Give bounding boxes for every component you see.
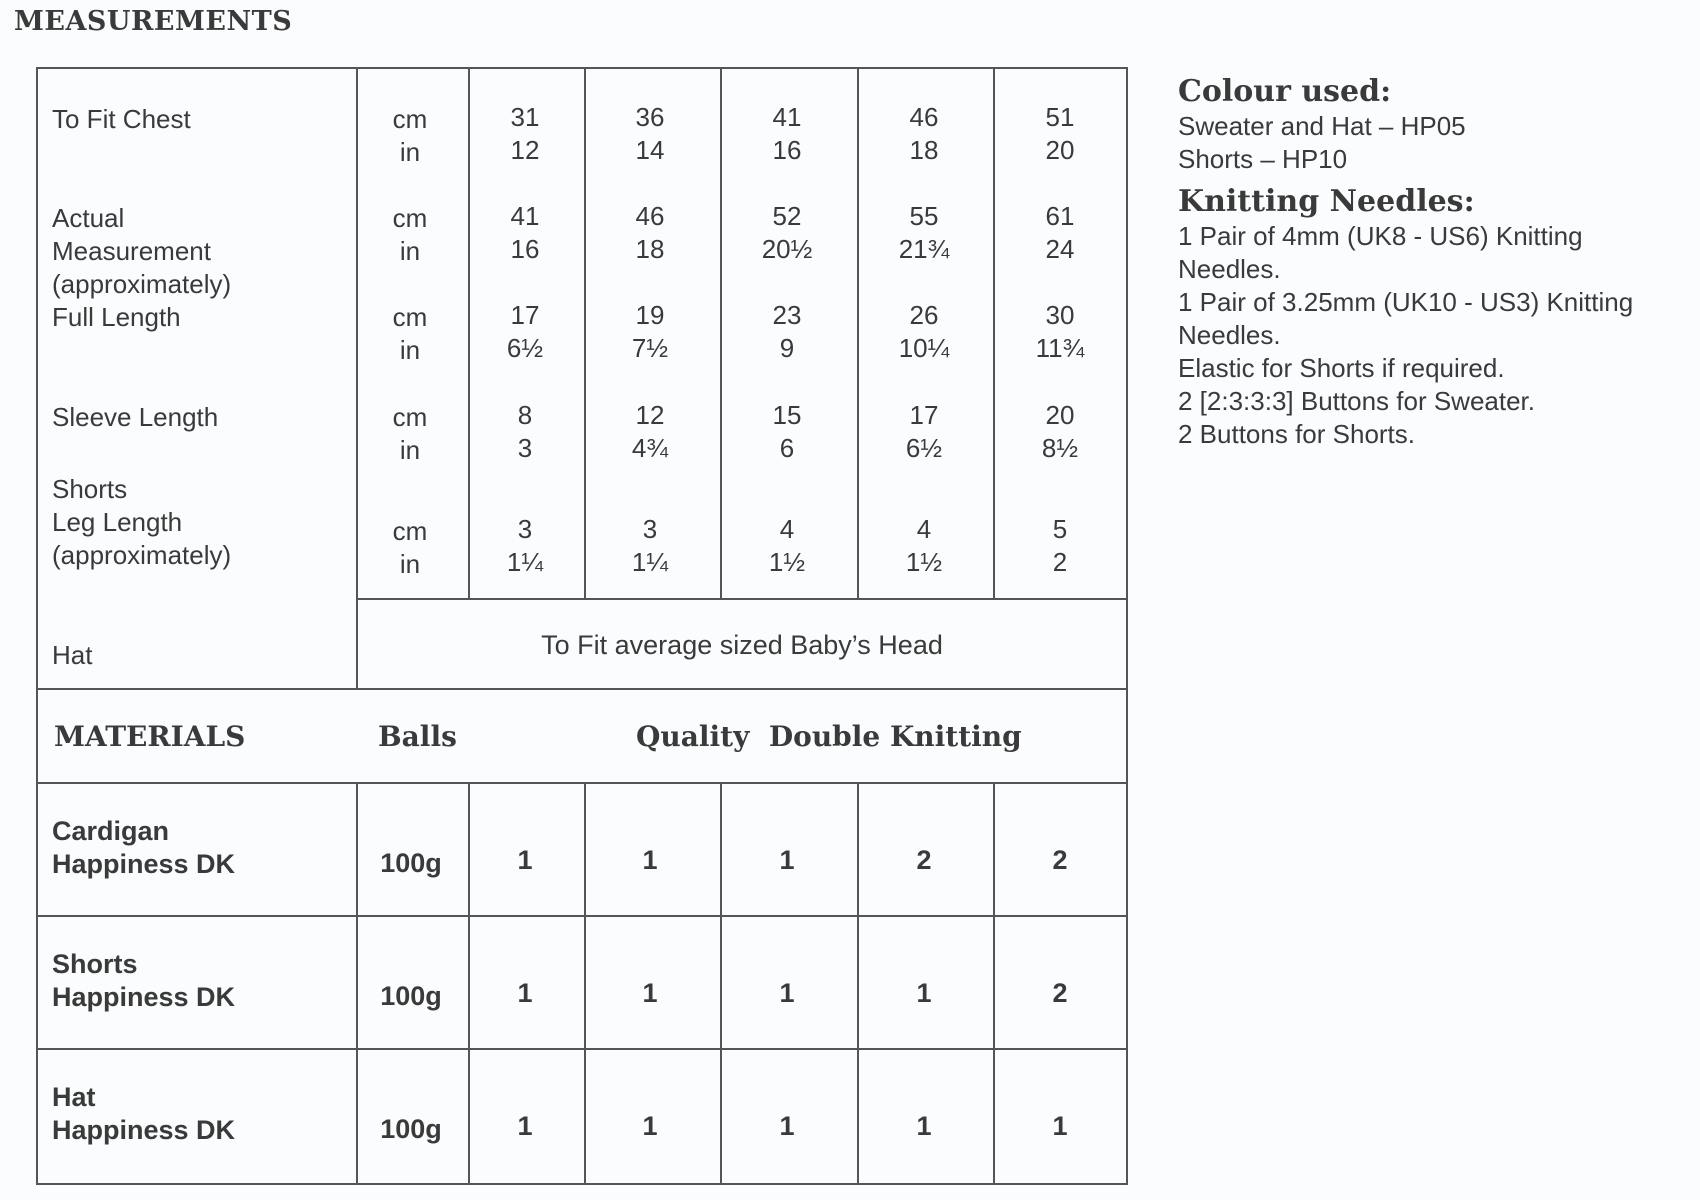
measurement-value: 14 xyxy=(635,135,665,165)
measurement-value: 3 xyxy=(517,514,533,544)
measurement-value: 30 xyxy=(1045,300,1075,330)
material-balls: 2 xyxy=(1052,978,1068,1008)
material-balls: 1 xyxy=(642,1111,658,1141)
page-heading: MEASUREMENTS xyxy=(14,6,293,37)
knitting-needles-line: 2 Buttons for Shorts. xyxy=(1178,419,1416,449)
material-weight: 100g xyxy=(380,848,442,878)
measurement-value: 41 xyxy=(510,201,540,231)
material-balls: 1 xyxy=(642,978,658,1008)
unit-label: cm xyxy=(392,516,428,546)
balls-header: Balls xyxy=(378,720,457,753)
measurement-value: 41 xyxy=(772,102,802,132)
measurement-value: 4 xyxy=(916,514,932,544)
knitting-needles-line: Needles. xyxy=(1178,254,1281,284)
unit-label: in xyxy=(399,236,421,266)
measurement-value: 7½ xyxy=(631,333,669,363)
measurement-value: 23 xyxy=(772,300,802,330)
measurement-value: 6 xyxy=(779,433,795,463)
material-name: Hat xyxy=(52,1082,96,1112)
measurement-value: 16 xyxy=(772,135,802,165)
unit-label: in xyxy=(399,549,421,579)
measurement-value: 15 xyxy=(772,400,802,430)
measurement-value: 4 xyxy=(779,514,795,544)
measurement-label: Shorts xyxy=(52,474,128,504)
measurement-label: Full Length xyxy=(52,302,181,332)
material-yarn: Happiness DK xyxy=(52,849,236,879)
colour-used-title: Colour used: xyxy=(1178,74,1392,109)
material-balls: 1 xyxy=(642,845,658,875)
material-balls: 1 xyxy=(779,845,795,875)
measurement-value: 1¼ xyxy=(506,547,544,577)
material-balls: 1 xyxy=(517,845,533,875)
measurement-value: 12 xyxy=(635,400,665,430)
material-balls: 2 xyxy=(916,845,932,875)
measurement-value: 18 xyxy=(635,234,665,264)
material-name: Cardigan xyxy=(52,816,170,846)
measurement-label: (approximately) xyxy=(52,269,232,299)
measurement-value: 1¼ xyxy=(631,547,669,577)
measurement-value: 6½ xyxy=(506,333,544,363)
measurement-value: 52 xyxy=(772,201,802,231)
measurement-value: 19 xyxy=(635,300,665,330)
material-balls: 1 xyxy=(779,1111,795,1141)
unit-label: cm xyxy=(392,402,428,432)
measurement-value: 5 xyxy=(1052,514,1068,544)
measurement-value: 4¾ xyxy=(631,433,669,463)
quality-header: Quality Double Knitting xyxy=(636,720,1022,753)
measurement-value: 3 xyxy=(642,514,658,544)
knitting-needles-list xyxy=(1178,220,1678,451)
unit-label: cm xyxy=(392,203,428,233)
unit-label: cm xyxy=(392,302,428,332)
measurement-value: 61 xyxy=(1045,201,1075,231)
measurement-label: (approximately) xyxy=(52,540,232,570)
unit-label: cm xyxy=(392,104,428,134)
knitting-needles-title: Knitting Needles: xyxy=(1178,184,1475,219)
material-name: Shorts xyxy=(52,949,138,979)
colour-used-line: Sweater and Hat – HP05 xyxy=(1178,111,1466,141)
measurement-value: 55 xyxy=(909,201,939,231)
knitting-needles-line: Needles. xyxy=(1178,320,1281,350)
hat-label: Hat xyxy=(52,640,93,670)
measurement-value: 20 xyxy=(1045,135,1075,165)
measurement-label: Leg Length xyxy=(52,507,183,537)
material-yarn: Happiness DK xyxy=(52,1115,236,1145)
measurement-value: 26 xyxy=(909,300,939,330)
measurement-value: 24 xyxy=(1045,234,1075,264)
knitting-needles-line: 1 Pair of 3.25mm (UK10 - US3) Knitting xyxy=(1178,287,1634,317)
measurement-value: 12 xyxy=(510,135,540,165)
material-balls: 1 xyxy=(1052,1111,1068,1141)
material-weight: 100g xyxy=(380,1114,442,1144)
measurement-value: 2 xyxy=(1052,547,1068,577)
materials-rows xyxy=(36,67,1128,1185)
material-balls: 1 xyxy=(517,978,533,1008)
material-balls: 1 xyxy=(916,978,932,1008)
measurement-value: 9 xyxy=(779,333,795,363)
measurement-value: 17 xyxy=(510,300,540,330)
materials-title: MATERIALS xyxy=(54,720,246,753)
measurement-value: 6½ xyxy=(905,433,943,463)
measurement-value: 1½ xyxy=(905,547,943,577)
knitting-needles-line: 1 Pair of 4mm (UK8 - US6) Knitting xyxy=(1178,221,1583,251)
material-balls: 1 xyxy=(916,1111,932,1141)
measurement-value: 18 xyxy=(909,135,939,165)
measurement-value: 1½ xyxy=(768,547,806,577)
material-balls: 2 xyxy=(1052,845,1068,875)
measurement-label: Measurement xyxy=(52,236,211,266)
measurement-value: 3 xyxy=(517,433,533,463)
material-yarn: Happiness DK xyxy=(52,982,236,1012)
measurement-value: 46 xyxy=(635,201,665,231)
measurement-value: 36 xyxy=(635,102,665,132)
measurement-value: 8 xyxy=(517,400,533,430)
measurement-label: Actual xyxy=(52,203,125,233)
measurement-value: 20 xyxy=(1045,400,1075,430)
measurement-value: 51 xyxy=(1045,102,1075,132)
measurement-value: 17 xyxy=(909,400,939,430)
measurement-value: 10¼ xyxy=(898,333,950,363)
hat-fit-text: To Fit average sized Baby’s Head xyxy=(541,630,943,660)
measurement-value: 16 xyxy=(510,234,540,264)
measurement-value: 11¾ xyxy=(1035,333,1085,363)
knitting-needles-line: 2 [2:3:3:3] Buttons for Sweater. xyxy=(1178,386,1535,416)
measurement-value: 21¾ xyxy=(898,234,950,264)
measurement-value: 46 xyxy=(909,102,939,132)
colour-used-list xyxy=(1178,110,1678,176)
unit-label: in xyxy=(399,335,421,365)
measurement-label: Sleeve Length xyxy=(52,402,219,432)
measurement-value: 20½ xyxy=(761,234,813,264)
unit-label: in xyxy=(399,435,421,465)
unit-label: in xyxy=(399,137,421,167)
material-weight: 100g xyxy=(380,981,442,1011)
knitting-needles-line: Elastic for Shorts if required. xyxy=(1178,353,1505,383)
measurement-value: 8½ xyxy=(1041,433,1079,463)
measurement-label: To Fit Chest xyxy=(52,104,191,134)
material-balls: 1 xyxy=(779,978,795,1008)
material-balls: 1 xyxy=(517,1111,533,1141)
sidebar-info xyxy=(1178,74,1678,451)
measurement-value: 31 xyxy=(510,102,540,132)
colour-used-line: Shorts – HP10 xyxy=(1178,144,1348,174)
